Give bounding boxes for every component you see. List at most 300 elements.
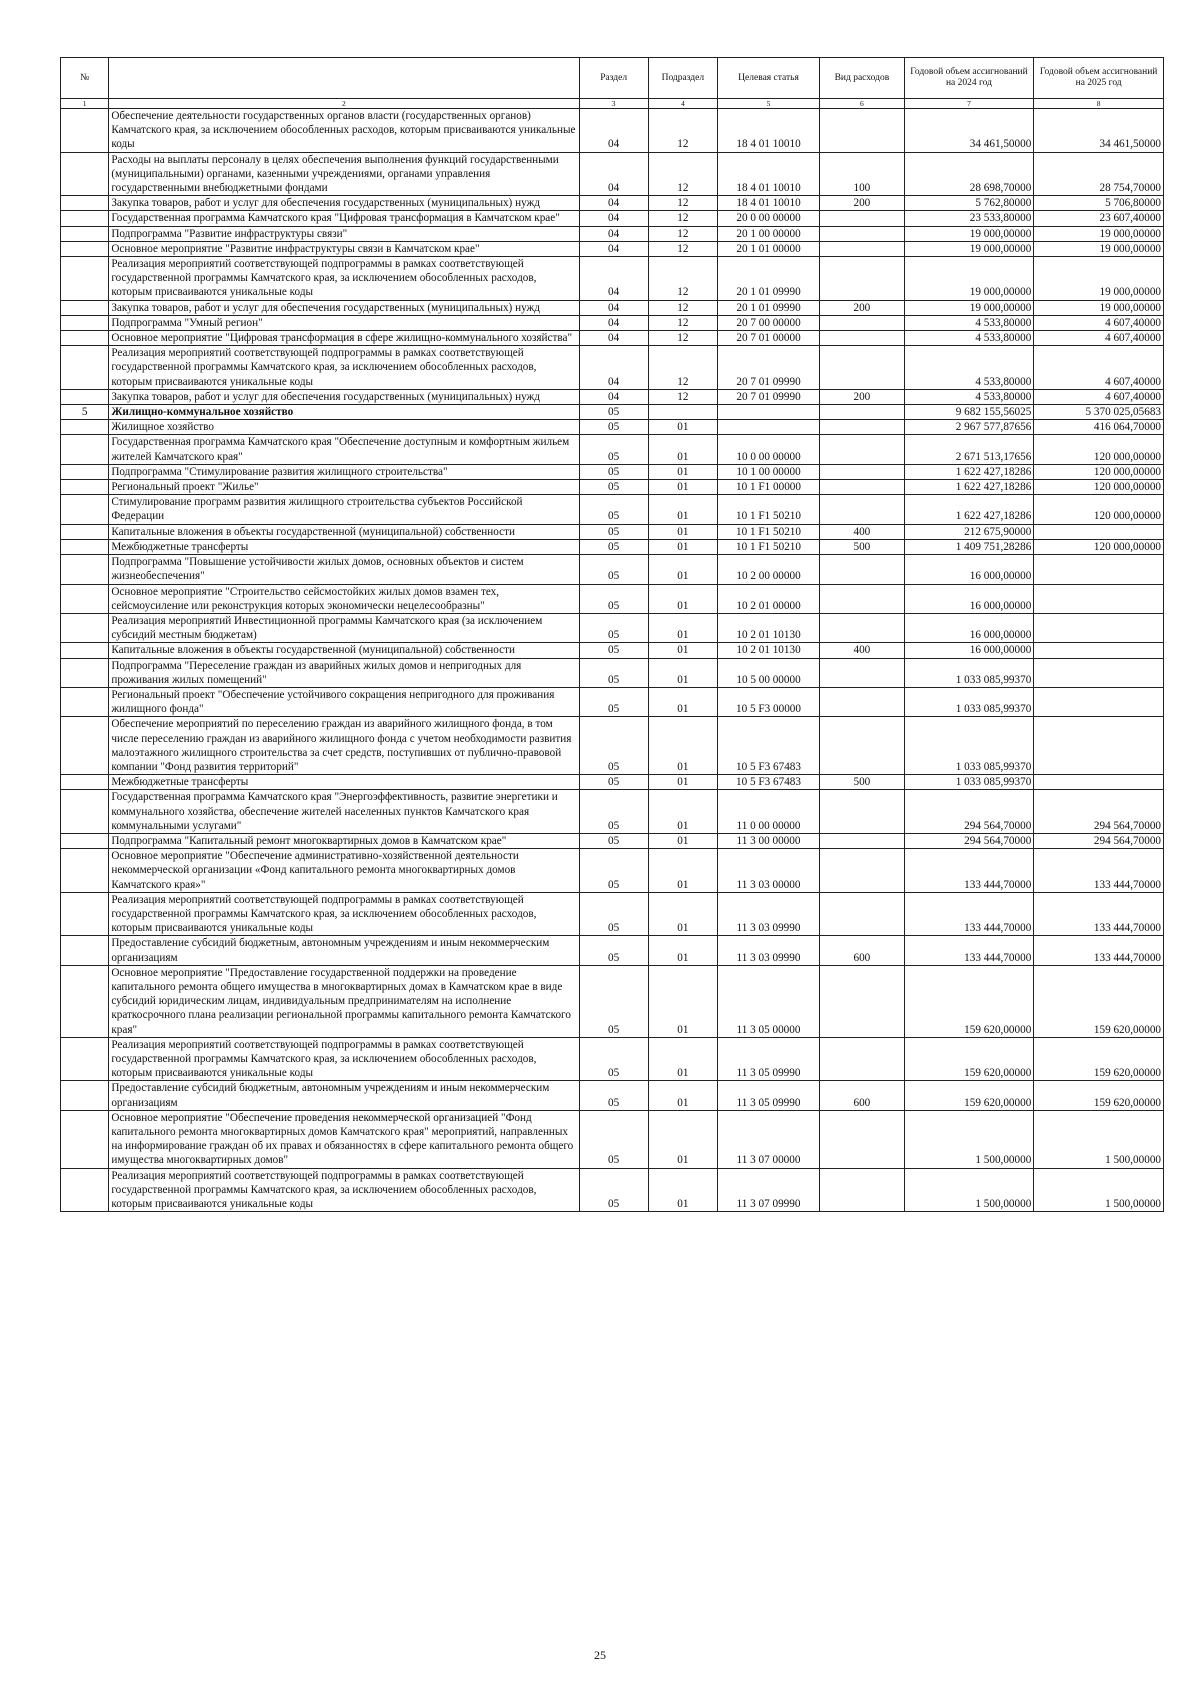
row-name: Основное мероприятие "Строительство сейсмостойких жилых домов взамен тех, сейсмоусиление или реконструкция которых экономически нецелесообразны": [109, 584, 579, 613]
row-expense-type: [820, 790, 905, 834]
column-number: 6: [820, 99, 905, 109]
row-allocation-2025: [1034, 775, 1164, 790]
row-name: Основное мероприятие "Обеспечение административно-хозяйственной деятельности некоммерческой организации «Фонд капитального ремонта многоквартирных домов Камчатского края»": [109, 849, 579, 893]
row-name: Основное мероприятие "Обеспечение проведения некоммерческой организацией "Фонд капитального ремонта многоквартирных домов Камчатского края" мероприятий, направленных на информирование граждан об их правах и обязанностях в сфере капитального ремонта общего имущества многоквартирных домов": [109, 1110, 579, 1168]
row-expense-type: [820, 315, 905, 330]
row-name: Межбюджетные трансферты: [109, 539, 579, 554]
row-razdel: 04: [579, 196, 648, 211]
row-expense-type: 400: [820, 643, 905, 658]
row-name: Реализация мероприятий соответствующей подпрограммы в рамках соответствующей государственной программы Камчатского края, за исключением обособленных расходов, которым присваиваются уникальные коды: [109, 1037, 579, 1081]
header-razdel: Раздел: [579, 58, 648, 99]
row-razdel: 05: [579, 420, 648, 435]
row-podrazdel: 01: [648, 435, 717, 464]
row-allocation-2024: 133 444,70000: [904, 849, 1034, 893]
row-allocation-2024: 19 000,00000: [904, 257, 1034, 301]
row-razdel: 05: [579, 405, 648, 420]
row-podrazdel: 01: [648, 1110, 717, 1168]
row-podrazdel: 01: [648, 495, 717, 524]
row-allocation-2025: 1 500,00000: [1034, 1168, 1164, 1212]
table-row: [61, 1168, 1164, 1212]
row-razdel: 04: [579, 331, 648, 346]
row-allocation-2024: 133 444,70000: [904, 936, 1034, 965]
header-allocation-2025: Годовой объем ассигнований на 2025 год: [1034, 58, 1164, 99]
row-podrazdel: 01: [648, 790, 717, 834]
row-expense-type: [820, 584, 905, 613]
row-target-article: 11 3 07 09990: [717, 1168, 819, 1212]
row-allocation-2024: 212 675,90000: [904, 524, 1034, 539]
row-allocation-2025: [1034, 584, 1164, 613]
row-allocation-2024: 5 762,80000: [904, 196, 1034, 211]
row-name: Основное мероприятие "Предоставление государственной поддержки на проведение капитального ремонта общего имущества в многоквартирных домах в Камчатском крае в виде субсидий юридическим лицам, индивидуальным предпринимателям на исполнение краткосрочного плана реализации региональной программы капитального ремонта Камчатского края": [109, 965, 579, 1037]
row-allocation-2024: 1 033 085,99370: [904, 775, 1034, 790]
row-razdel: 05: [579, 833, 648, 848]
row-target-article: 18 4 01 10010: [717, 196, 819, 211]
table-row: [61, 775, 1164, 790]
row-number: [61, 555, 109, 584]
row-allocation-2025: 4 607,40000: [1034, 389, 1164, 404]
table-row: [61, 315, 1164, 330]
row-allocation-2025: 133 444,70000: [1034, 849, 1164, 893]
row-allocation-2024: 9 682 155,56025: [904, 405, 1034, 420]
row-name: Закупка товаров, работ и услуг для обеспечения государственных (муниципальных) нужд: [109, 196, 579, 211]
row-razdel: 05: [579, 584, 648, 613]
row-allocation-2025: 4 607,40000: [1034, 315, 1164, 330]
budget-table: [60, 57, 1164, 1212]
row-number: [61, 717, 109, 775]
row-allocation-2024: 1 033 085,99370: [904, 687, 1034, 716]
column-number-row: [61, 99, 1164, 109]
row-allocation-2025: 5 370 025,05683: [1034, 405, 1164, 420]
row-allocation-2024: 34 461,50000: [904, 109, 1034, 153]
row-target-article: 20 7 01 09990: [717, 346, 819, 390]
row-razdel: 05: [579, 1168, 648, 1212]
header-expense-type: Вид расходов: [820, 58, 905, 99]
row-podrazdel: 01: [648, 833, 717, 848]
row-target-article: 10 2 01 00000: [717, 584, 819, 613]
row-number: [61, 331, 109, 346]
row-podrazdel: 12: [648, 315, 717, 330]
row-razdel: 04: [579, 226, 648, 241]
table-row: [61, 405, 1164, 420]
row-number: [61, 643, 109, 658]
row-allocation-2024: 1 033 085,99370: [904, 658, 1034, 687]
table-row: [61, 965, 1164, 1037]
row-razdel: 04: [579, 346, 648, 390]
row-expense-type: [820, 331, 905, 346]
row-allocation-2025: 133 444,70000: [1034, 936, 1164, 965]
row-expense-type: 400: [820, 524, 905, 539]
row-podrazdel: 01: [648, 849, 717, 893]
row-number: [61, 420, 109, 435]
row-number: [61, 1110, 109, 1168]
budget-table-sheet: [60, 57, 1164, 1212]
row-allocation-2024: 16 000,00000: [904, 584, 1034, 613]
row-allocation-2024: 1 622 427,18286: [904, 464, 1034, 479]
table-header-row: [61, 58, 1164, 99]
row-podrazdel: 01: [648, 936, 717, 965]
row-expense-type: [820, 965, 905, 1037]
row-allocation-2025: [1034, 613, 1164, 642]
row-target-article: 11 3 00 00000: [717, 833, 819, 848]
row-allocation-2024: 1 622 427,18286: [904, 480, 1034, 495]
row-name: Закупка товаров, работ и услуг для обеспечения государственных (муниципальных) нужд: [109, 300, 579, 315]
row-podrazdel: 01: [648, 584, 717, 613]
row-number: [61, 435, 109, 464]
row-number: [61, 687, 109, 716]
column-number: 4: [648, 99, 717, 109]
row-expense-type: [820, 555, 905, 584]
row-number: [61, 480, 109, 495]
row-number: [61, 833, 109, 848]
row-razdel: 05: [579, 965, 648, 1037]
row-allocation-2024: 23 533,80000: [904, 211, 1034, 226]
row-expense-type: [820, 480, 905, 495]
row-podrazdel: 01: [648, 717, 717, 775]
row-name: Межбюджетные трансферты: [109, 775, 579, 790]
row-allocation-2025: 19 000,00000: [1034, 300, 1164, 315]
row-podrazdel: 01: [648, 643, 717, 658]
row-razdel: 05: [579, 1081, 648, 1110]
row-podrazdel: 01: [648, 965, 717, 1037]
row-number: [61, 936, 109, 965]
row-number: [61, 849, 109, 893]
row-expense-type: [820, 892, 905, 936]
row-podrazdel: 12: [648, 331, 717, 346]
row-number: [61, 790, 109, 834]
row-number: [61, 1168, 109, 1212]
table-row: [61, 936, 1164, 965]
row-allocation-2024: 1 409 751,28286: [904, 539, 1034, 554]
row-name: Реализация мероприятий соответствующей подпрограммы в рамках соответствующей государственной программы Камчатского края, за исключением обособленных расходов, которым присваиваются уникальные коды: [109, 257, 579, 301]
row-allocation-2024: 159 620,00000: [904, 1081, 1034, 1110]
row-expense-type: [820, 211, 905, 226]
row-target-article: 10 1 F1 00000: [717, 480, 819, 495]
table-row: [61, 464, 1164, 479]
row-name: Подпрограмма "Развитие инфраструктуры связи": [109, 226, 579, 241]
row-allocation-2024: 19 000,00000: [904, 300, 1034, 315]
column-number: 5: [717, 99, 819, 109]
row-allocation-2024: 1 033 085,99370: [904, 717, 1034, 775]
row-number: [61, 152, 109, 196]
row-name: Жилищное хозяйство: [109, 420, 579, 435]
row-allocation-2025: [1034, 555, 1164, 584]
row-razdel: 05: [579, 1110, 648, 1168]
row-allocation-2025: 28 754,70000: [1034, 152, 1164, 196]
row-number: [61, 539, 109, 554]
row-number: [61, 1081, 109, 1110]
row-target-article: 20 7 01 09990: [717, 389, 819, 404]
row-allocation-2024: 4 533,80000: [904, 331, 1034, 346]
row-allocation-2025: [1034, 524, 1164, 539]
row-name: Капитальные вложения в объекты государственной (муниципальной) собственности: [109, 524, 579, 539]
header-target-article: Целевая статья: [717, 58, 819, 99]
row-podrazdel: 01: [648, 464, 717, 479]
row-allocation-2025: [1034, 687, 1164, 716]
row-razdel: 05: [579, 539, 648, 554]
row-number: [61, 315, 109, 330]
row-number: [61, 226, 109, 241]
row-expense-type: 200: [820, 389, 905, 404]
row-allocation-2024: 4 533,80000: [904, 315, 1034, 330]
row-expense-type: [820, 464, 905, 479]
row-number: [61, 524, 109, 539]
row-podrazdel: 12: [648, 211, 717, 226]
row-razdel: 04: [579, 257, 648, 301]
table-row: [61, 539, 1164, 554]
row-expense-type: [820, 435, 905, 464]
row-name: Основное мероприятие "Развитие инфраструктуры связи в Камчатском крае": [109, 241, 579, 256]
table-row: [61, 109, 1164, 153]
row-expense-type: [820, 1168, 905, 1212]
row-allocation-2024: 19 000,00000: [904, 241, 1034, 256]
row-razdel: 05: [579, 849, 648, 893]
table-row: [61, 257, 1164, 301]
row-allocation-2025: 34 461,50000: [1034, 109, 1164, 153]
row-number: [61, 257, 109, 301]
row-expense-type: [820, 717, 905, 775]
row-target-article: 11 3 05 09990: [717, 1081, 819, 1110]
row-podrazdel: 12: [648, 300, 717, 315]
row-allocation-2024: 4 533,80000: [904, 346, 1034, 390]
row-podrazdel: 12: [648, 226, 717, 241]
row-podrazdel: 01: [648, 1081, 717, 1110]
row-razdel: 04: [579, 389, 648, 404]
table-row: [61, 555, 1164, 584]
table-row: [61, 1110, 1164, 1168]
row-allocation-2025: 19 000,00000: [1034, 241, 1164, 256]
row-allocation-2025: 159 620,00000: [1034, 1037, 1164, 1081]
row-expense-type: [820, 420, 905, 435]
row-podrazdel: 01: [648, 775, 717, 790]
row-podrazdel: 01: [648, 539, 717, 554]
row-allocation-2025: 120 000,00000: [1034, 495, 1164, 524]
row-allocation-2025: 23 607,40000: [1034, 211, 1164, 226]
row-expense-type: [820, 833, 905, 848]
row-name: Подпрограмма "Стимулирование развития жилищного строительства": [109, 464, 579, 479]
row-name: Региональный проект "Обеспечение устойчивого сокращения непригодного для проживания жилищного фонда": [109, 687, 579, 716]
row-number: [61, 464, 109, 479]
table-row: [61, 480, 1164, 495]
row-name: Предоставление субсидий бюджетным, автономным учреждениям и иным некоммерческим организациям: [109, 1081, 579, 1110]
row-allocation-2025: 19 000,00000: [1034, 257, 1164, 301]
row-allocation-2025: 133 444,70000: [1034, 892, 1164, 936]
row-target-article: 10 1 F1 50210: [717, 524, 819, 539]
table-row: [61, 346, 1164, 390]
row-target-article: 11 3 07 00000: [717, 1110, 819, 1168]
column-number: 7: [904, 99, 1034, 109]
table-row: [61, 495, 1164, 524]
row-allocation-2024: 19 000,00000: [904, 226, 1034, 241]
row-target-article: 20 7 01 00000: [717, 331, 819, 346]
row-name: Расходы на выплаты персоналу в целях обеспечения выполнения функций государственными (муниципальными) органами, казенными учреждениями, органами управления государственными внебюджетными фондами: [109, 152, 579, 196]
row-name: Основное мероприятие "Цифровая трансформация в сфере жилищно-коммунального хозяйства": [109, 331, 579, 346]
row-name: Обеспечение мероприятий по переселению граждан из аварийного жилищного фонда, в том числе переселению граждан из аварийного жилищного фонда с учетом необходимости развития малоэтажного жилищного строительства за счет средств, поступивших от публично-правовой компании "Фонд развития территорий": [109, 717, 579, 775]
row-allocation-2025: 120 000,00000: [1034, 464, 1164, 479]
row-podrazdel: 01: [648, 658, 717, 687]
row-expense-type: 500: [820, 539, 905, 554]
row-number: [61, 109, 109, 153]
row-target-article: 20 1 01 00000: [717, 241, 819, 256]
row-podrazdel: 01: [648, 1168, 717, 1212]
row-allocation-2024: 159 620,00000: [904, 1037, 1034, 1081]
row-number: [61, 389, 109, 404]
column-number: 2: [109, 99, 579, 109]
row-expense-type: [820, 849, 905, 893]
row-expense-type: [820, 346, 905, 390]
row-razdel: 05: [579, 1037, 648, 1081]
row-target-article: 11 3 03 09990: [717, 936, 819, 965]
row-name: Региональный проект "Жилье": [109, 480, 579, 495]
row-name: Обеспечение деятельности государственных органов власти (государственных органов) Камчатского края, за исключением обособленных расходов, которым присваиваются уникальные коды: [109, 109, 579, 153]
row-expense-type: [820, 226, 905, 241]
row-razdel: 05: [579, 613, 648, 642]
row-number: [61, 892, 109, 936]
row-razdel: 04: [579, 152, 648, 196]
row-allocation-2024: 2 967 577,87656: [904, 420, 1034, 435]
page-number: 25: [594, 1648, 606, 1662]
row-razdel: 05: [579, 555, 648, 584]
row-razdel: 05: [579, 687, 648, 716]
row-expense-type: 600: [820, 936, 905, 965]
table-row: [61, 196, 1164, 211]
row-expense-type: [820, 241, 905, 256]
row-allocation-2024: 1 622 427,18286: [904, 495, 1034, 524]
row-podrazdel: 12: [648, 152, 717, 196]
row-allocation-2025: 120 000,00000: [1034, 435, 1164, 464]
table-row: [61, 584, 1164, 613]
row-allocation-2025: 1 500,00000: [1034, 1110, 1164, 1168]
row-name: Реализация мероприятий соответствующей подпрограммы в рамках соответствующей государственной программы Камчатского края, за исключением обособленных расходов, которым присваиваются уникальные коды: [109, 892, 579, 936]
row-allocation-2024: 294 564,70000: [904, 833, 1034, 848]
row-allocation-2025: [1034, 717, 1164, 775]
row-name: Подпрограмма "Капитальный ремонт многоквартирных домов в Камчатском крае": [109, 833, 579, 848]
row-name: Реализация мероприятий Инвестиционной программы Камчатского края (за исключением субсидий местным бюджетам): [109, 613, 579, 642]
row-podrazdel: 12: [648, 196, 717, 211]
column-number: 8: [1034, 99, 1164, 109]
row-name: Государственная программа Камчатского края "Обеспечение доступным и комфортным жильем жителей Камчатского края": [109, 435, 579, 464]
row-razdel: 04: [579, 300, 648, 315]
row-podrazdel: 12: [648, 109, 717, 153]
row-number: [61, 211, 109, 226]
row-allocation-2025: [1034, 643, 1164, 658]
row-name: Реализация мероприятий соответствующей подпрограммы в рамках соответствующей государственной программы Камчатского края, за исключением обособленных расходов, которым присваиваются уникальные коды: [109, 1168, 579, 1212]
row-number: [61, 775, 109, 790]
row-target-article: 10 2 01 10130: [717, 643, 819, 658]
row-number: [61, 1037, 109, 1081]
row-allocation-2025: 416 064,70000: [1034, 420, 1164, 435]
table-row: [61, 892, 1164, 936]
row-expense-type: [820, 687, 905, 716]
row-allocation-2025: 294 564,70000: [1034, 833, 1164, 848]
row-expense-type: [820, 109, 905, 153]
header-name: [109, 58, 579, 99]
row-target-article: 10 5 F3 67483: [717, 717, 819, 775]
row-allocation-2025: 120 000,00000: [1034, 480, 1164, 495]
row-target-article: 10 1 00 00000: [717, 464, 819, 479]
table-row: [61, 241, 1164, 256]
row-target-article: 20 1 01 09990: [717, 257, 819, 301]
row-razdel: 05: [579, 658, 648, 687]
row-expense-type: [820, 405, 905, 420]
row-allocation-2025: 4 607,40000: [1034, 331, 1164, 346]
row-expense-type: [820, 658, 905, 687]
row-allocation-2025: [1034, 658, 1164, 687]
table-row: [61, 211, 1164, 226]
row-name: Закупка товаров, работ и услуг для обеспечения государственных (муниципальных) нужд: [109, 389, 579, 404]
column-number: 3: [579, 99, 648, 109]
row-target-article: 10 2 01 10130: [717, 613, 819, 642]
row-expense-type: [820, 1110, 905, 1168]
row-podrazdel: 01: [648, 892, 717, 936]
row-allocation-2025: 159 620,00000: [1034, 1081, 1164, 1110]
row-razdel: 05: [579, 435, 648, 464]
row-target-article: 10 0 00 00000: [717, 435, 819, 464]
row-target-article: 10 5 F3 00000: [717, 687, 819, 716]
row-expense-type: 100: [820, 152, 905, 196]
row-allocation-2025: 120 000,00000: [1034, 539, 1164, 554]
row-allocation-2024: 133 444,70000: [904, 892, 1034, 936]
row-allocation-2025: 4 607,40000: [1034, 346, 1164, 390]
row-podrazdel: 12: [648, 257, 717, 301]
table-body: [61, 109, 1164, 1212]
row-razdel: 05: [579, 480, 648, 495]
row-expense-type: [820, 495, 905, 524]
row-number: [61, 241, 109, 256]
row-target-article: 11 3 05 09990: [717, 1037, 819, 1081]
row-expense-type: 600: [820, 1081, 905, 1110]
row-razdel: 05: [579, 464, 648, 479]
row-name: Подпрограмма "Умный регион": [109, 315, 579, 330]
row-number: [61, 196, 109, 211]
header-no: №: [61, 58, 109, 99]
row-target-article: 20 1 01 09990: [717, 300, 819, 315]
row-expense-type: [820, 613, 905, 642]
row-razdel: 04: [579, 315, 648, 330]
row-name: Предоставление субсидий бюджетным, автономным учреждениям и иным некоммерческим организациям: [109, 936, 579, 965]
table-row: [61, 226, 1164, 241]
row-number: 5: [61, 405, 109, 420]
row-expense-type: 200: [820, 196, 905, 211]
table-row: [61, 849, 1164, 893]
row-expense-type: [820, 257, 905, 301]
table-row: [61, 717, 1164, 775]
row-podrazdel: 01: [648, 1037, 717, 1081]
header-podrazdel: Подраздел: [648, 58, 717, 99]
row-allocation-2025: 294 564,70000: [1034, 790, 1164, 834]
table-row: [61, 331, 1164, 346]
table-row: [61, 790, 1164, 834]
column-number: 1: [61, 99, 109, 109]
row-allocation-2024: 4 533,80000: [904, 389, 1034, 404]
row-number: [61, 965, 109, 1037]
row-podrazdel: 01: [648, 420, 717, 435]
table-row: [61, 152, 1164, 196]
row-allocation-2025: 19 000,00000: [1034, 226, 1164, 241]
row-expense-type: [820, 1037, 905, 1081]
row-allocation-2024: 159 620,00000: [904, 965, 1034, 1037]
row-razdel: 05: [579, 936, 648, 965]
row-target-article: 20 7 00 00000: [717, 315, 819, 330]
row-allocation-2024: 2 671 513,17656: [904, 435, 1034, 464]
row-name: Жилищно-коммунальное хозяйство: [109, 405, 579, 420]
table-row: [61, 524, 1164, 539]
table-row: [61, 833, 1164, 848]
row-allocation-2024: 28 698,70000: [904, 152, 1034, 196]
table-row: [61, 389, 1164, 404]
row-name: Реализация мероприятий соответствующей подпрограммы в рамках соответствующей государственной программы Камчатского края, за исключением обособленных расходов, которым присваиваются уникальные коды: [109, 346, 579, 390]
row-razdel: 04: [579, 211, 648, 226]
header-allocation-2024: Годовой объем ассигнований на 2024 год: [904, 58, 1034, 99]
